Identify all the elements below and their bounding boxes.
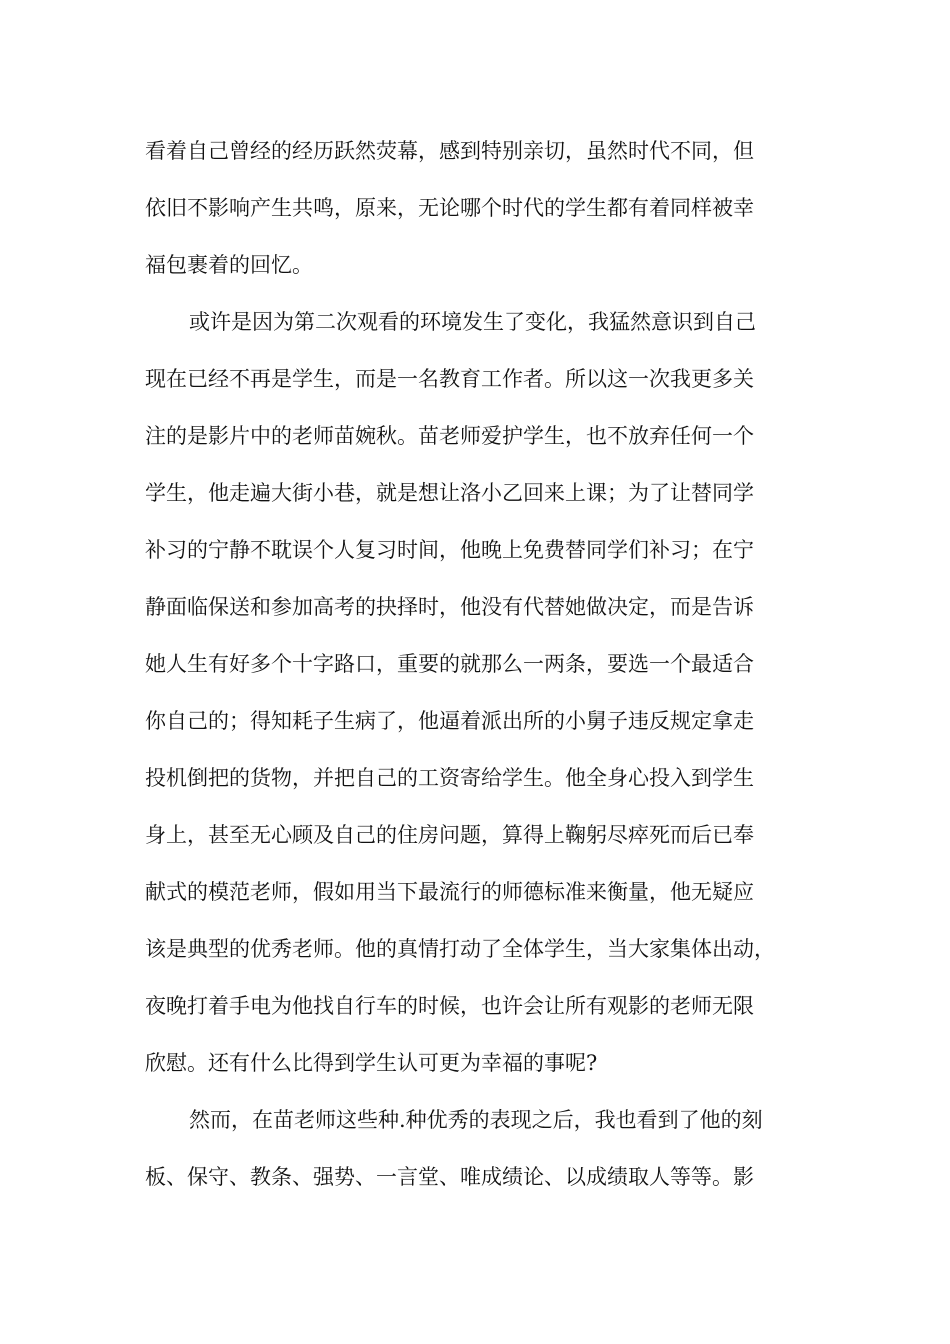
- text-line: 然而，在苗老师这些种.种优秀的表现之后，我也看到了他的刻: [189, 1108, 763, 1132]
- text-line: 夜晚打着手电为他找自行车的时候，也许会让所有观影的老师无限: [145, 994, 754, 1018]
- text-line: 她人生有好多个十字路口，重要的就那么一两条，要选一个最适合: [145, 652, 754, 676]
- paragraph-3: [145, 1100, 825, 1214]
- text-line: 或许是因为第二次观看的环境发生了变化，我猛然意识到自己: [189, 310, 756, 334]
- text-line: 现在已经不再是学生，而是一名教育工作者。所以这一次我更多关: [145, 367, 754, 391]
- text-line: 依旧不影响产生共鸣，原来，无论哪个时代的学生都有着同样被幸: [145, 196, 754, 220]
- text-line: 该是典型的优秀老师。他的真情打动了全体学生，当大家集体出动，: [145, 937, 775, 961]
- text-line: 你自己的；得知耗子生病了，他逼着派出所的小舅子违反规定拿走: [145, 709, 754, 733]
- text-line: 板、保守、教条、强势、一言堂、唯成绩论、以成绩取人等等。影: [145, 1165, 754, 1189]
- text-line: 学生，他走遍大街小巷，就是想让洛小乙回来上课；为了让替同学: [145, 481, 754, 505]
- text-line: 福包裹着的回忆。: [145, 253, 313, 277]
- text-line: 静面临保送和参加高考的抉择时，他没有代替她做决定，而是告诉: [145, 595, 754, 619]
- text-line: 欣慰。还有什么比得到学生认可更为幸福的事呢?: [145, 1051, 598, 1075]
- paragraph-1: [145, 131, 825, 302]
- text-line: 身上，甚至无心顾及自己的住房问题，算得上鞠躬尽瘁死而后已奉: [145, 823, 754, 847]
- text-line: 投机倒把的货物，并把自己的工资寄给学生。他全身心投入到学生: [145, 766, 754, 790]
- text-line: 看着自己曾经的经历跃然荧幕，感到特别亲切，虽然时代不同，但: [145, 139, 754, 163]
- body-text: [145, 131, 825, 1214]
- text-line: 补习的宁静不耽误个人复习时间，他晚上免费替同学们补习；在宁: [145, 538, 754, 562]
- text-line: 献式的模范老师，假如用当下最流行的师德标准来衡量，他无疑应: [145, 880, 754, 904]
- text-line: 注的是影片中的老师苗婉秋。苗老师爱护学生，也不放弃任何一个: [145, 424, 754, 448]
- paragraph-2: [145, 302, 825, 1100]
